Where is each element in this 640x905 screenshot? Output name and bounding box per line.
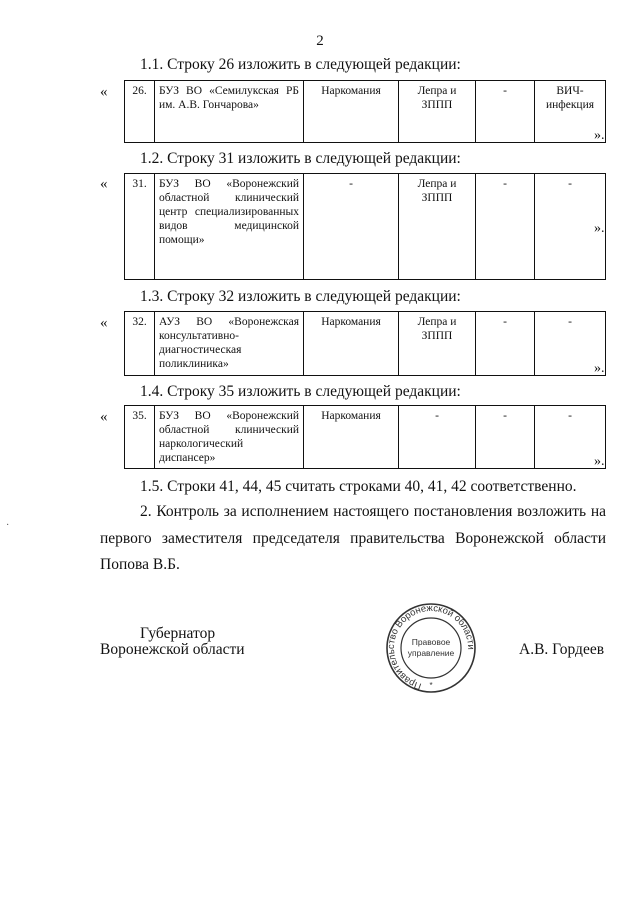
table-row <box>125 81 606 143</box>
quote-open: « <box>100 176 108 192</box>
organization-cell: БУЗ ВО «Воронежский областной клинический центр специализированных видов медицинской помощи» <box>155 174 304 280</box>
dash-cell: - <box>399 406 476 469</box>
lepra-cell: Лепра и ЗППП <box>399 174 476 280</box>
margin-mark: · <box>6 520 10 531</box>
quote-close: ». <box>594 454 605 469</box>
table-row <box>125 406 606 469</box>
organization-cell: АУЗ ВО «Воронежская консультативно-диагностическая поликлиника» <box>155 312 304 376</box>
narcology-cell: Наркомания <box>304 406 399 469</box>
paragraph-2-line-1: 2. Контроль за исполнением настоящего постановления возложить на <box>140 503 606 520</box>
stamp-seal-icon <box>375 603 487 699</box>
row-number-cell: 26. <box>125 81 155 143</box>
stamp-center-line-2: управление <box>407 648 455 658</box>
amendment-table-row-31 <box>124 173 606 280</box>
quote-close: ». <box>594 361 605 376</box>
amendment-heading-3: 1.3. Строку 32 изложить в следующей редакции: <box>140 288 461 305</box>
row-number-cell: 31. <box>125 174 155 280</box>
signatory-title-line-2: Воронежской области <box>100 641 245 658</box>
dash-cell: - <box>476 174 535 280</box>
quote-open: « <box>100 409 108 425</box>
signatory-title-line-1: Губернатор <box>140 625 216 642</box>
organization-cell: БУЗ ВО «Семилукская РБ им. А.В. Гончарова» <box>155 81 304 143</box>
lepra-cell: Лепра и ЗППП <box>399 81 476 143</box>
page-number: 2 <box>316 33 324 49</box>
amendment-table-row-35 <box>124 405 606 469</box>
amendment-table-row-32 <box>124 311 606 376</box>
dash-cell: - <box>476 312 535 376</box>
signatory-name: А.В. Гордеев <box>519 641 605 658</box>
narcology-cell: Наркомания <box>304 81 399 143</box>
amendment-table-row-26 <box>124 80 606 143</box>
dash-cell: - <box>535 312 606 376</box>
dash-cell: - <box>535 174 606 280</box>
paragraph-2-line-2: первого заместителя председателя правительства Воронежской области <box>100 530 606 547</box>
amendment-heading-2: 1.2. Строку 31 изложить в следующей редакции: <box>140 150 461 167</box>
quote-close: ». <box>594 221 605 236</box>
paragraph-1-5: 1.5. Строки 41, 44, 45 считать строками 40, 41, 42 соответственно. <box>140 478 577 495</box>
table-row <box>125 312 606 376</box>
stamp-star: * <box>429 681 433 690</box>
organization-cell: БУЗ ВО «Воронежский областной клинический наркологический диспансер» <box>155 406 304 469</box>
narcology-cell: Наркомания <box>304 312 399 376</box>
quote-close: ». <box>594 128 605 143</box>
row-number-cell: 32. <box>125 312 155 376</box>
official-stamp <box>375 603 487 704</box>
quote-open: « <box>100 315 108 331</box>
narcology-cell: - <box>304 174 399 280</box>
stamp-ring-text: Правительство Воронежской области <box>385 603 477 692</box>
dash-cell: - <box>476 81 535 143</box>
quote-open: « <box>100 84 108 100</box>
amendment-heading-1: 1.1. Строку 26 изложить в следующей редакции: <box>140 56 461 73</box>
dash-cell: - <box>535 406 606 469</box>
table-row <box>125 174 606 280</box>
paragraph-2-line-3: Попова В.Б. <box>100 556 180 573</box>
hiv-cell: ВИЧ-инфекция <box>535 81 606 143</box>
dash-cell: - <box>476 406 535 469</box>
amendment-heading-4: 1.4. Строку 35 изложить в следующей редакции: <box>140 383 461 400</box>
lepra-cell: Лепра и ЗППП <box>399 312 476 376</box>
row-number-cell: 35. <box>125 406 155 469</box>
stamp-center-line-1: Правовое <box>411 637 451 647</box>
